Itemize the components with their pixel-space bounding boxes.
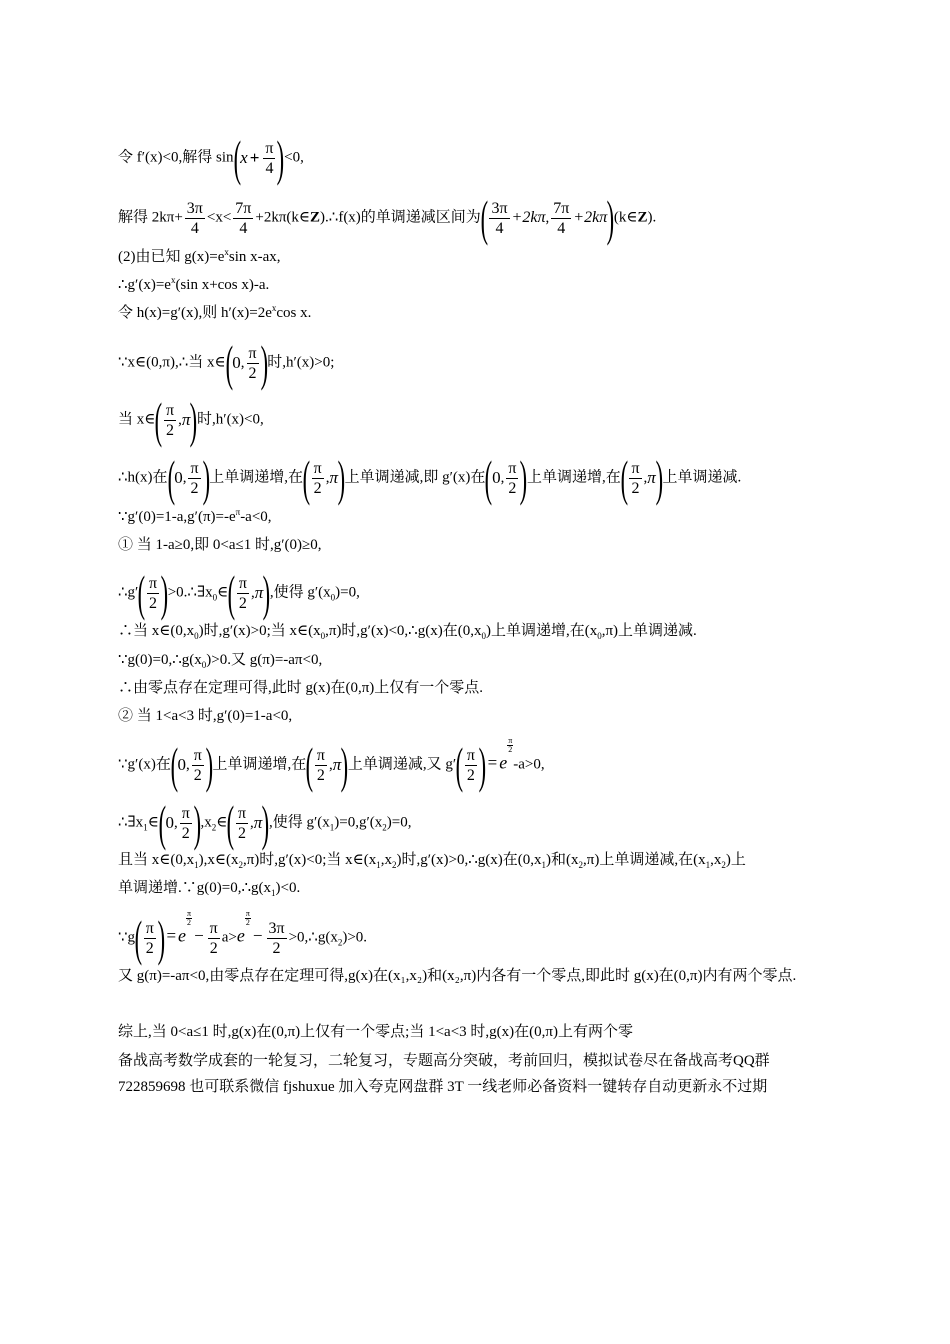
line-7 [118,392,838,448]
text: (k∈ [613,209,638,226]
text: ∈ [217,584,229,601]
text: 上单调递增,在 [527,469,621,486]
text: cos x. [276,305,312,321]
paren-group: ( $\frac{3\pi}{4}$ +2kπ , $\frac{7\pi}{4}$ +2kπ ) [480,190,615,246]
text: 令 h(x)=g′(x),则 h′(x)=2e [118,305,272,321]
text: )=0, [335,584,360,601]
text: sin x-ax, [228,249,281,265]
line-14: ∴由零点存在定理可得,此时 g(x)在(0,π)上仅有一个零点. [118,680,484,696]
text: +2kπ(k∈ [255,209,311,226]
text: ∵x∈(0,π),∴当 x∈ [118,354,226,371]
text: (sin x+cos x)-a. [175,277,270,293]
text: ∴g′ [118,584,139,601]
text: <0,解得 sin [162,149,234,166]
text: 时,h′(x)<0, [197,411,264,428]
line-17: $\therefore\exists x_1\in$ ( 0 , $\frac{\pi}{2}$ ) $,x_2\in$ ( $\frac{\pi}{2}$ , π ) ,使得 $g'(x_1)=0,g'(x_2)=0$, [118,795,412,851]
text: ① 当 1-a≥0,即 0<a≤1 时,g′(0)≥0, [118,537,322,553]
text: 上单调递减,即 g′(x)在 [344,469,486,486]
line-16: ∵g′(x)在 ( 0 , $\frac{\pi}{2}$ ) 上单调递增,在 ( $\frac{\pi}{2}$ , π ) 上单调递减,又 g′ ( $\frac{\pi}{2}$ ) = e $\frac{\pi}{2}$ -a>0, [118,736,545,793]
text: Z [637,209,648,226]
line-8: ∴h(x)在 ( 0 , $\frac{\pi}{2}$ ) 上单调递增,在 ( $\frac{\pi}{2}$ , π ) 上单调递减,即 g′(x)在 ( 0 , $\frac{\pi}{2}$ ) 上单调递增,在 ( $\frac{\pi}{2}$ , π ) 上单调递减. [118,450,742,506]
text: <0, [284,149,304,166]
line-3: (2)由已知 $g(x)=e^x\sin$ x-ax, [118,247,281,265]
line-20: ∵g ( $\frac{\pi}{2}$ ) = e $\frac{\pi}{2}$ − $\frac{\pi}{2}$ a>e $\frac{\pi}{2}$ − $\frac{3\pi}{2}$ $>0,\therefore g(x_2)>0$. [118,909,368,966]
text: 解得 2kπ+ [118,209,183,226]
text: ∴h(x)在 [118,469,168,486]
line-5: 令 h(x)=g′(x),则 $h'(x)=2e^x\cos$ x. [118,303,312,321]
line-12: ∴当 $x\in(0,x_0)$时,g′(x)>0;当 $x\in(x_0,\pi)$时,g′(x)<0,∴g(x)在$(0,x_0)$上单调递增,在$(x_0,\pi)$上单调递减. [118,623,697,641]
fraction: $\frac{7\pi}{4}$ [235,199,252,237]
line-13: $\because g(0)=0,\therefore g(x_0)>0$.又 g(π)=-aπ<0, [118,652,323,670]
line-11: ∴g′ ( $\frac{\pi}{2}$ ) $>0.\therefore\exists x_0\in$ ( $\frac{\pi}{2}$ , π ) ,使得 $g'(x_0)=0$, [118,565,360,621]
line-21: 又 g(π)=-aπ<0,由零点存在定理可得,g(x)在(x₁,x₂)和(x₂,π)内各有一个零点,即此时 g(x)在(0,π)内有两个零点. [118,968,797,984]
text: 当 x∈ [118,411,156,428]
text: ∵g′(0)=1-a,g′(π)=-e [118,509,236,525]
paren-group: ( $\frac{\pi}{2}$ , π ) [154,392,198,448]
text: f′(x) [136,149,163,166]
line-15: ② 当 1<a<3 时,g′(0)=1-a<0, [118,708,293,724]
text: x [240,148,248,167]
line-9: $\because g'(0)=1-a,g'(\pi)=-e^\pi-a<0$, [118,507,272,525]
paren-group: ( x + $\frac{\pi}{4}$ ) [233,130,285,186]
line-18: 且当 $x\in(0,x_1),x\in(x_2,\pi)$时,g′(x)<0;当 $x\in(x_1,x_2)$时,g′(x)>0,∴g(x)在$(0,x_1)$和$(x_2,\pi)$上单调递减,在$(x_1,x_2)$上 [118,852,746,870]
line-6 [118,335,838,391]
text: (2)由已知 g(x)=e [118,249,225,265]
text: 上单调递增,在 [209,469,303,486]
fraction: $\frac{\pi}{4}$ [265,139,274,177]
line-10 [118,535,838,555]
text: ). [647,209,657,226]
text: ).∴f(x)的单调递减区间为 [320,209,481,226]
line-4: $\therefore g'(x)=e^x(\sin$ x+cos x)-a. [118,275,270,293]
text: Z [310,209,321,226]
promo-text: 备战高考数学成套的一轮复习，二轮复习，专题高分突破，考前回归，模拟试卷尽在备战高考QQ群 722859698 也可联系微信 fjshuxue 加入夸克网盘群 3T 一线老师必备资料一键转存自动更新永不过期 [118,1053,770,1095]
text: 时,h′(x)>0; [267,354,335,371]
text: ,使得 g′(x [269,584,331,601]
line-19: 单调递增$.\because g(0)=0,\therefore g(x_1)<0$. [118,880,301,898]
line-22: 综上,当 0<a≤1 时,g(x)在(0,π)上仅有一个零点;当 1<a<3 时,g(x)在(0,π)上有两个零 [118,1024,633,1040]
text: -a<0, [240,509,272,525]
line-2 [118,190,838,246]
text: ∴g′(x)=e [118,277,171,293]
paren-group: ( 0 , $\frac{\pi}{2}$ ) [225,335,268,391]
text: 令 [118,149,137,166]
fraction: $\frac{3\pi}{4}$ [186,199,203,237]
text: <x< [206,209,232,226]
text: >0.∴∃x [167,584,213,601]
line-1 [118,130,838,186]
text: 上单调递减. [662,469,742,486]
